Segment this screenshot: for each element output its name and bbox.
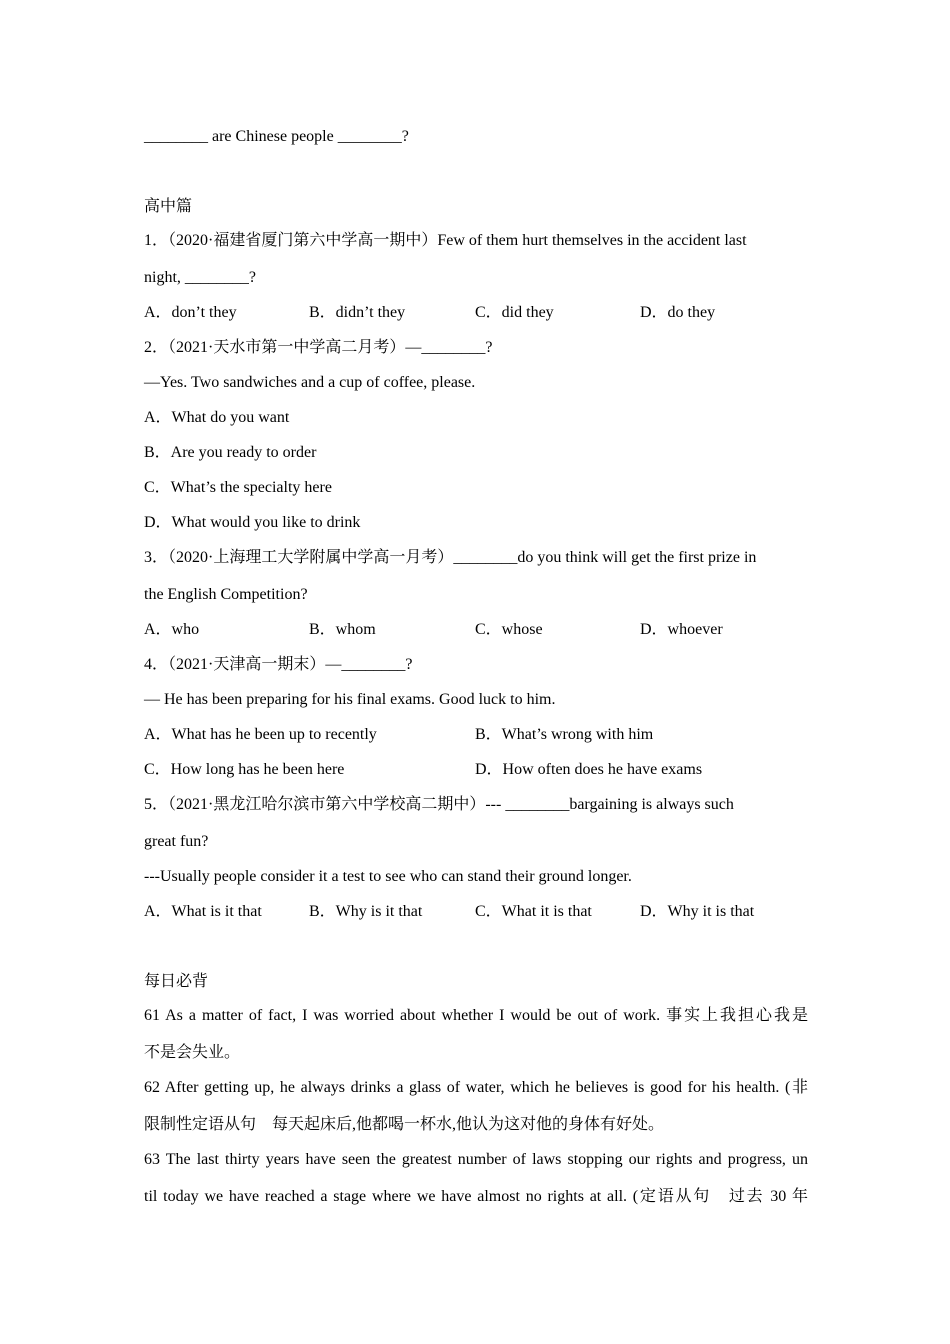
daily-63-text: 63 The last thirty years have seen the greatest number of laws stopping our rights and progress, un [144,1151,808,1168]
question-4-option-c: C．How long has he been here [144,761,345,778]
daily-63-line-1 [144,1150,808,1170]
section-heading-high-school: 高中篇 [144,198,193,215]
question-1-stem-cont: night, ________? [144,269,256,286]
section-heading-daily: 每日必背 [144,973,209,990]
question-1-option-d: D．do they [640,304,716,321]
question-2-option-d: D．What would you like to drink [144,514,361,531]
daily-63-text-cont: til today we have reached a stage where we have almost no rights at all. (定语从句 过去 30 年 [144,1188,808,1205]
question-5-stem: 5．（2021·黑龙江哈尔滨市第六中学校高二期中）--- ________bargaining is always such [144,796,734,813]
question-1-option-b: B．didn’t they [309,304,406,321]
question-1-option-a: A．don’t they [144,304,237,321]
question-3-option-c: C．whose [475,621,543,638]
question-5-option-b: B．Why is it that [309,903,423,920]
question-2-stem: 2．（2021·天水市第一中学高二月考）—________? [144,339,493,356]
question-4-option-d: D．How often does he have exams [475,761,703,778]
question-1-option-c: C．did they [475,304,554,321]
question-3-option-d: D．whoever [640,621,723,638]
question-3-option-b: B．whom [309,621,376,638]
question-5-option-c: C．What it is that [475,903,592,920]
question-5-dialogue: ---Usually people consider it a test to see who can stand their ground longer. [144,868,632,885]
question-2-dialogue: —Yes. Two sandwiches and a cup of coffee, please. [144,374,476,391]
question-3-option-a: A．who [144,621,200,638]
question-5-option-d: D．Why it is that [640,903,755,920]
daily-63-line-2 [144,1187,808,1207]
daily-61-line-2: 不是会失业。 [144,1044,241,1061]
question-2-option-b: B．Are you ready to order [144,444,317,461]
daily-62-line-1 [144,1078,808,1098]
daily-61-line-1 [144,1006,808,1026]
question-4-option-a: A．What has he been up to recently [144,726,377,743]
intro-line: ________ are Chinese people ________? [144,128,409,145]
question-5-option-a: A．What is it that [144,903,262,920]
daily-62-line-2: 限制性定语从句 每天起床后,他都喝一杯水,他认为这对他的身体有好处。 [144,1116,665,1133]
question-2-option-a: A．What do you want [144,409,290,426]
question-5-stem-cont: great fun? [144,833,209,850]
question-3-stem: 3．（2020·上海理工大学附属中学高一月考）________do you think will get the first prize in [144,549,757,566]
question-3-stem-cont: the English Competition? [144,586,308,603]
daily-62-text: 62 After getting up, he always drinks a glass of water, which he believes is good for his health. (非 [144,1079,808,1096]
question-4-dialogue: — He has been preparing for his final exams. Good luck to him. [144,691,556,708]
daily-61-text: 61 As a matter of fact, I was worried about whether I would be out of work. 事实上我担心我是 [144,1007,808,1024]
question-4-stem: 4．（2021·天津高一期末）—________? [144,656,413,673]
question-4-option-b: B．What’s wrong with him [475,726,654,743]
question-2-option-c: C．What’s the specialty here [144,479,332,496]
question-1-stem: 1．（2020·福建省厦门第六中学高一期中）Few of them hurt themselves in the accident last [144,232,747,249]
